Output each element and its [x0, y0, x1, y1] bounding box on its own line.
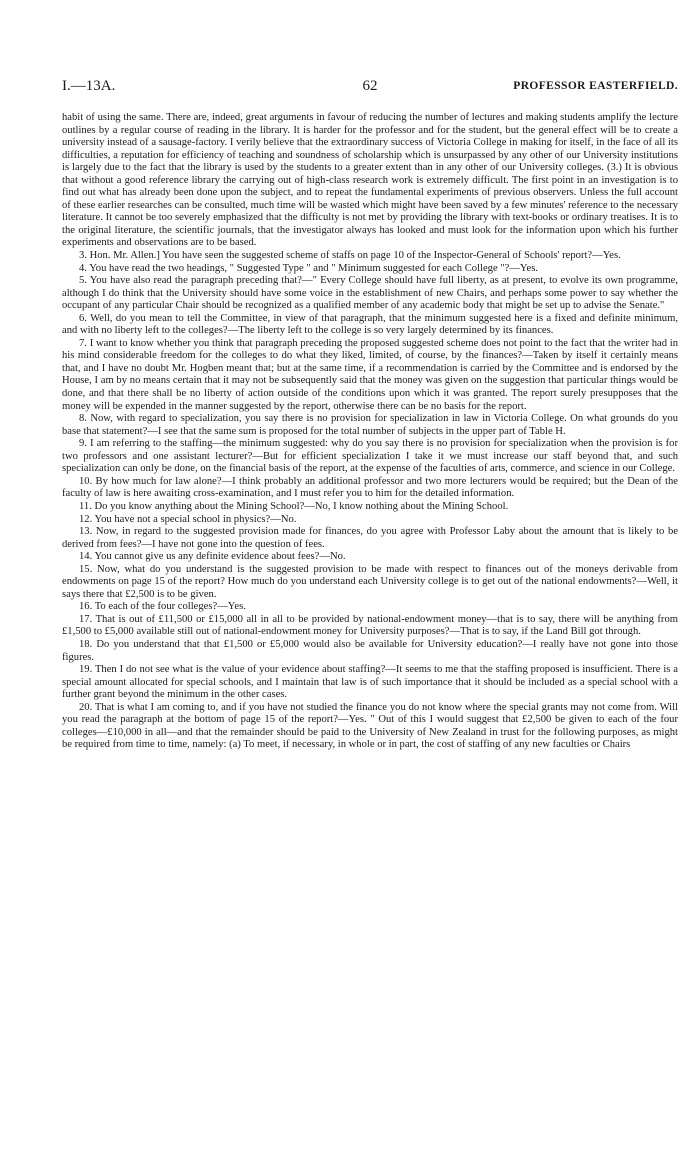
paragraph: 12. You have not a special school in physics?—No.: [79, 513, 297, 525]
paragraph: 10. By how much for law alone?—I think probably an additional professor and two more lecturers would be required; but the Dean of the faculty of law is here awaiting cross-examination, and I must refer you to him for the detailed information.: [62, 475, 678, 500]
paragraph: 6. Well, do you mean to tell the Committee, in view of that paragraph, that the minimum suggested here is a fixed and definite minimum, and with no liberty left to the colleges?—The liberty left to the college is so very largely determined by its finances.: [62, 312, 678, 337]
paragraph: 18. Do you understand that that £1,500 or £5,000 would also be available for University education?—I really have not gone into those figures.: [62, 638, 678, 663]
paragraph: habit of using the same. There are, indeed, great arguments in favour of reducing the number of lectures and making students amplify the lecture outlines by a regular course of reading in the library. It is harder for the professor and for the student, but the general effect will be to create a university instead of a sausage-factory. I verily believe that the extraordinary success of Victoria College in making for itself, in the face of all its difficulties, a reputation for efficiency of teaching and soundness of scholarship which is unsurpassed by any other of our University institutions is largely due to the fact that the library is used by the students to a greater extent than in any other of our University colleges. (3.) It is obvious that without a good reference library the carrying out of high-class research work is extremely difficult. The first point in an investigation is to find out what has already been done upon the subject, and to repeat the fundamental experiments of previous observers. Unless the full account of these earlier researches can be consulted, much time will be wasted which might have been saved by a few minutes' reference to the necessary literature. It cannot be too severely emphasized that the difficulty is not met by providing the library with text-books or ordinary treatises. It is to the original literature, the scientific journals, that the investigator always has looked and must look for the information upon which his further experiments and observations are to be based.: [62, 112, 678, 249]
paragraph: 19. Then I do not see what is the value of your evidence about staffing?—It seems to me that the staffing proposed is insufficient. There is a special amount allocated for special schools, and I maintain that law is of such importance that it should be included as a special school with a further grant beyond the minimum in the other cases.: [62, 664, 678, 701]
paragraph: 8. Now, with regard to specialization, you say there is no provision for specialization in law in Victoria College. On what grounds do you base that statement?—I see that the same sum is proposed for the total number of subjects in the upper part of Table H.: [62, 413, 678, 437]
paragraph: 14. You cannot give us any definite evidence about fees?—No.: [79, 551, 346, 563]
parliamentary-paper-reference: I.—13A.: [62, 78, 116, 94]
paragraph: 13. Now, in regard to the suggested provision made for finances, do you agree with Professor Laby about the amount that is likely to be derived from fees?—I have not gone into the question of fees.: [62, 526, 678, 550]
paragraph: 7. I want to know whether you think that paragraph preceding the proposed suggested scheme does not point to the fact that the writer had in his mind considerable freedom for the colleges to do what they liked, limited, of course, by the finances?—Taken by itself it certainly means that, and I have no doubt Mr. Hogben meant that; but at the same time, if a recommendation is carried by the Committee and is endorsed by the House, I am by no means certain that it may not be subsequently said that the money was given on the suggestion that particular things would be done, and that there shall be no liberty of action outside of the conditions upon which it was granted. The report surely presupposes that the money will be expended in the manner suggested by the report, otherwise there can be no basis for the report.: [62, 337, 678, 412]
paragraph: 17. That is out of £11,500 or £15,000 all in all to be provided by national-endowment money—that is to say, there will be anything from £1,500 to £5,000 available still out of national-endowment money for University purposes?—That is to say, if the Land Bill got through.: [62, 613, 678, 638]
paragraph: 15. Now, what do you understand is the suggested provision to be made with respect to finances out of the moneys derivable from endowments on page 15 of the report? How much do you understand each University college is to get out of the national endowments?—Well, it says there that £2,500 is to be given.: [62, 563, 678, 600]
paragraph: 3. Hon. Mr. Allen.] You have seen the suggested scheme of staffs on page 10 of the Inspector-General of Schools' report?—Yes.: [79, 250, 621, 262]
paragraph: 9. I am referring to the staffing—the minimum suggested: why do you say there is no provision for specialization when the provision is for two professors and one assistant lecturer?—But for efficient specialization I take it we must increase our staff beyond that, and such specialization can only be done, on the financial basis of the report, at the expense of the faculties of arts, commerce, and science in our College.: [62, 438, 678, 475]
witness-name: PROFESSOR EASTERFIELD.: [513, 80, 678, 92]
paragraph: 4. You have read the two headings, " Suggested Type " and " Minimum suggested for each College "?—Yes.: [79, 262, 538, 274]
page-number: 62: [362, 78, 378, 94]
paragraph: 5. You have also read the paragraph preceding that?—" Every College should have full liberty, as at present, to evolve its own programme, although I do think that the University should have some voice in the establishment of new Chairs, and perhaps some power to say whether the occupant of any particular Chair should be recognized as a qualified member of any academic body that might be set up to advise the Senate.": [62, 275, 678, 312]
page-header: [62, 78, 678, 96]
paragraph: 20. That is what I am coming to, and if you have not studied the finance you do not know where the special grants may not come from. Will you read the paragraph at the bottom of page 15 of the report?—Yes. " Out of this I would suggest that £2,500 be given to each of the four colleges—£10,000 in all—and that the remainder should be paid to the University of New Zealand in trust for the following purposes, as might be required from time to time, namely: (a) To meet, if necessary, in whole or in part, the cost of staffing of any new faculties or Chairs: [62, 701, 678, 751]
document-body: [62, 112, 678, 752]
paragraph: 16. To each of the four colleges?—Yes.: [79, 601, 246, 613]
paragraph: 11. Do you know anything about the Mining School?—No, I know nothing about the Mining School.: [79, 500, 509, 512]
